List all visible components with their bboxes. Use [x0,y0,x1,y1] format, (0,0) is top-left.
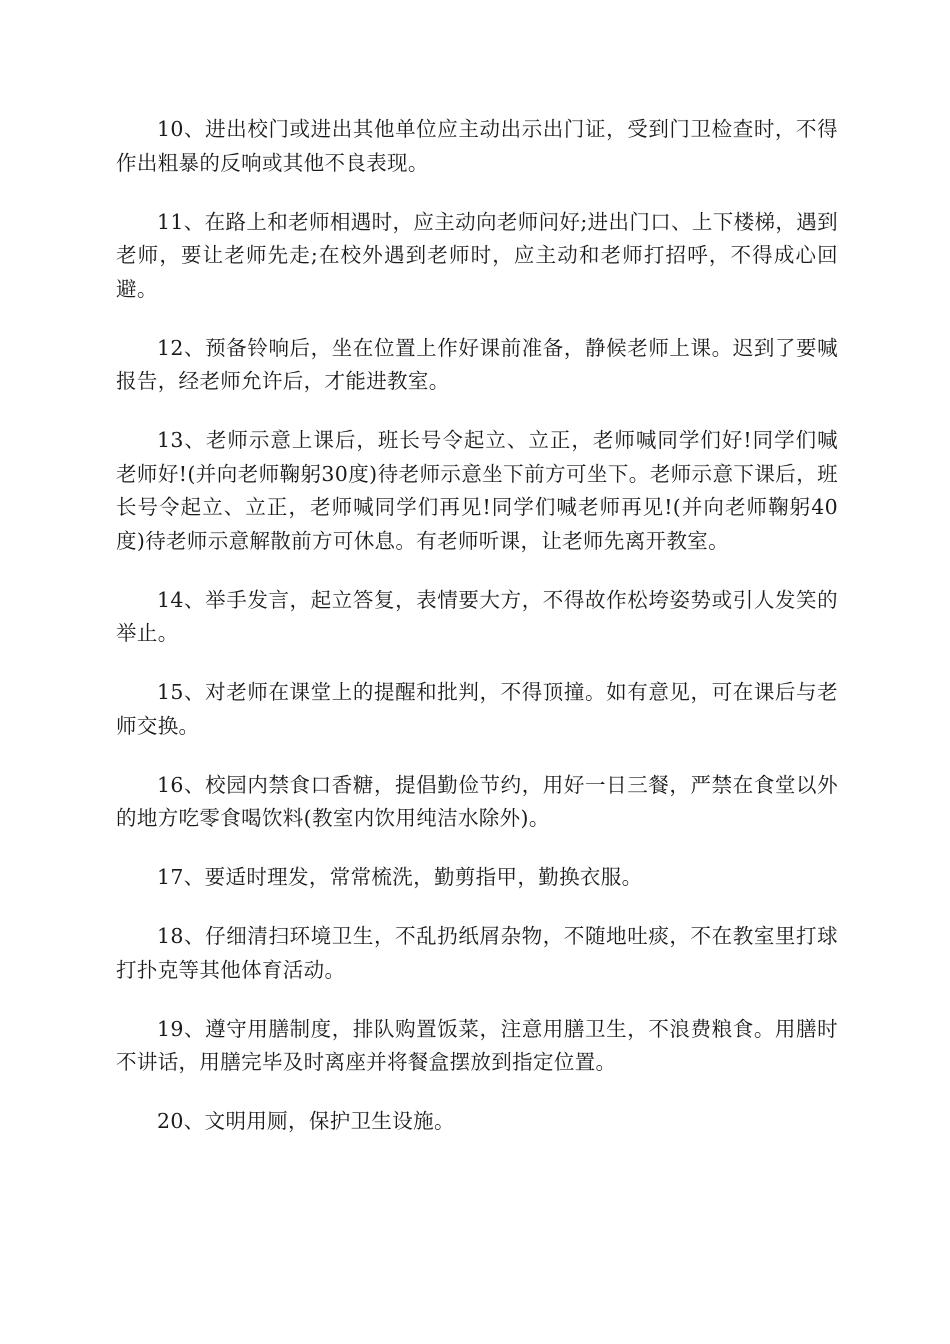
rule-paragraph-11: 11、在路上和老师相遇时，应主动向老师问好;进出门口、上下楼梯，遇到老师，要让老师先走;在校外遇到老师时，应主动和老师打招呼，不得成心回避。 [116,209,838,301]
rule-paragraph-18: 18、仔细清扫环境卫生，不乱扔纸屑杂物，不随地吐痰，不在教室里打球打扑克等其他体育活动。 [116,924,838,982]
rule-paragraph-15: 15、对老师在课堂上的提醒和批判，不得顶撞。如有意见，可在课后与老师交换。 [116,680,838,738]
rule-paragraph-10: 10、进出校门或进出其他单位应主动出示出门证，受到门卫检查时，不得作出粗暴的反响或其他不良表现。 [116,117,838,175]
rule-paragraph-14: 14、举手发言，起立答复，表情要大方，不得故作松垮姿势或引人发笑的举止。 [116,587,838,645]
rule-paragraph-20: 20、文明用厕，保护卫生设施。 [157,1109,455,1133]
rule-paragraph-12: 12、预备铃响后，坐在位置上作好课前准备，静候老师上课。迟到了要喊报告，经老师允许后，才能进教室。 [116,335,838,393]
document-body [116,113,838,1164]
rule-paragraph-13: 13、老师示意上课后，班长号令起立、立正，老师喊同学们好!同学们喊老师好!(并向老师鞠躬30度)待老师示意坐下前方可坐下。老师示意下课后，班长号令起立、立正，老师喊同学们再见!同学们喊老师再见!(并向老师鞠躬40度)待老师示意解散前方可休息。有老师听课，让老师先离开教室。 [116,428,838,553]
rule-paragraph-16: 16、校园内禁食口香糖，提倡勤俭节约，用好一日三餐，严禁在食堂以外的地方吃零食喝饮料(教室内饮用纯洁水除外)。 [116,772,838,830]
rule-paragraph-17: 17、要适时理发，常常梳洗，勤剪指甲，勤换衣服。 [157,865,643,889]
rule-paragraph-19: 19、遵守用膳制度，排队购置饭菜，注意用膳卫生，不浪费粮食。用膳时不讲话，用膳完毕及时离座并将餐盒摆放到指定位置。 [116,1016,838,1074]
